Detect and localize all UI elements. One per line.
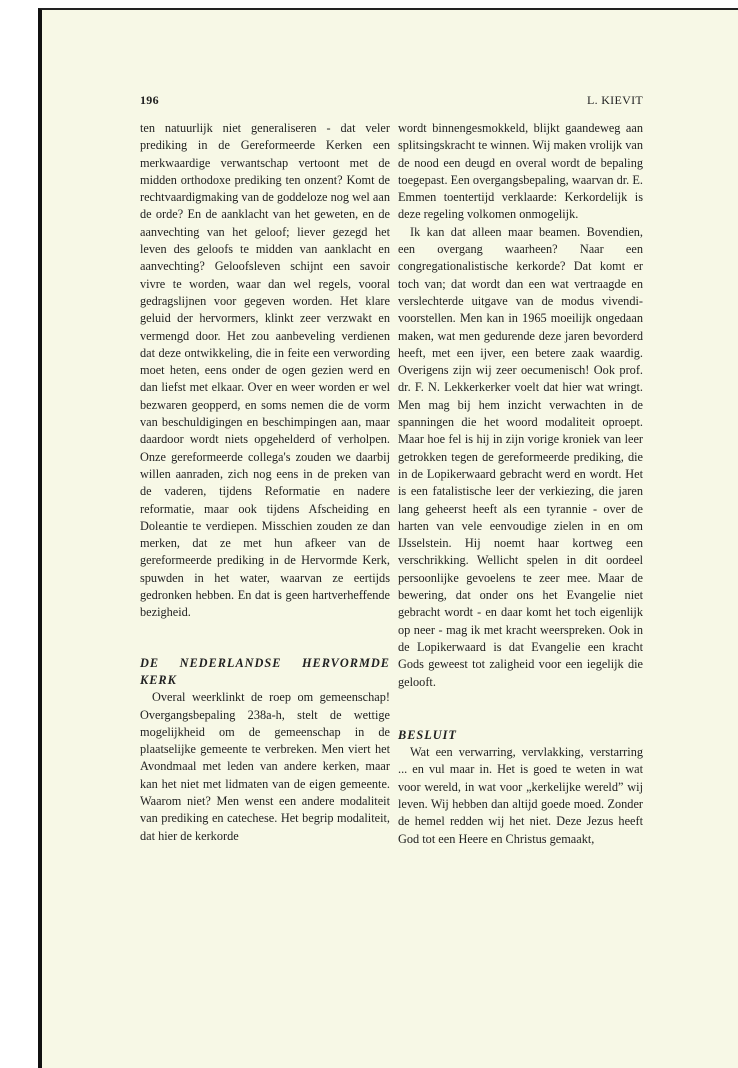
section-spacer [398, 691, 643, 727]
section-heading-besluit: BESLUIT [398, 727, 457, 742]
section-spacer [140, 622, 390, 655]
running-head: L. KIEVIT [586, 93, 643, 107]
page-header [140, 93, 643, 113]
page-number: 196 [140, 93, 159, 107]
left-column [140, 120, 390, 845]
left-paragraph-2: Overal weerklinkt de roep om gemeenschap! Overgangsbepaling 238a-h, stelt de wettige mogelijkheid om de gemeenschap in de plaatselijke gemeente te verbreken. Men viert het Avondmaal met leden van andere kerken, maar kan het niet met lidmaten van de eigen gemeente. Waarom niet? Men wenst een andere modaliteit van prediking en catechese. Het begrip modaliteit, dat hier de kerkorde [140, 690, 390, 843]
section-heading-hervormde-kerk: DE NEDERLANDSE HERVORMDE KERK [140, 655, 390, 687]
right-paragraph-3: Wat een verwarring, vervlakking, verstarring ... en vul maar in. Het is goed te weten in wat voor wereld, in wat voor „kerkelijke wereld” wij leven. Wij hebben dan altijd goede moed. Zonder de hemel redden wij het niet. Deze Jezus heeft God tot een Heere en Christus gemaakt, [398, 745, 643, 846]
left-paragraph-1: ten natuurlijk niet generaliseren - dat veler prediking in de Gereformeerde Kerken een merkwaardige verwantschap vertoont met de midden orthodoxe prediking ten onzent? Komt de rechtvaardigmaking van de goddeloze nog wel aan de orde? En de aanklacht van het geweten, en de aanvechting van het geloof; liever gezegd het leven des geloofs te midden van aanklacht en aanvechting? Geloofsleven schijnt een savoir vivre te worden, waar dan wel regels, vooral gedragslijnen voor gegeven worden. Het klare geluid der hervormers, klinkt zeer verzwakt en vermengd door. Het zou aanbeveling verdienen dat deze ontwikkeling, die in feite een verwording moet heten, eens onder de ogen gezien werd en dan liefst met elkaar. Over en weer worden er wel bezwaren geopperd, en soms nemen die de vorm van beschuldigingen en beschimpingen aan, maar daardoor wordt niets opgehelderd of verholpen. Onze gereformeerde collega's zouden we daarbij willen aanraden, zich nog eens in de preken van de vaderen, tijdens Reformatie en nadere reformatie, maar ook tijdens Afscheiding en Doleantie te verdiepen. Misschien zouden ze dan merken, dat ze met hun afkeer van de gereformeerde prediking in de Hervormde Kerk, spuwden in het water, waarvan ze eertijds gedronken hebben. En dat is geen hartverheffende bezigheid. [140, 121, 390, 620]
right-column [398, 120, 643, 848]
right-paragraph-2: Ik kan dat alleen maar beamen. Bovendien, een overgang waarheen? Naar een congregationalistische kerkorde? Dat komt er toch van; dat wordt dan een wat vertraagde en verslechterde uitgave van de modus vivendi-voorstellen. Men kan in 1965 moeilijk ongedaan maken, wat men gedurende deze jaren bevorderd heeft, met een ijver, een betere zaak waardig. Overigens zijn wij zeer oecumenisch! Ook prof. dr. F. N. Lekkerkerker voelt dat hier wat wringt. Men mag bij hem inzicht verwachten in de spanningen die het woord modaliteit oproept. Maar hoe fel is hij in zijn vorige kroniek van leer getrokken tegen de gereformeerde prediking, die in de Lopikerwaard gebracht werd en wordt. Het is een fatalistische leer der verkiezing, die jaren lang geheerst heeft als een tyrannie - over de harten van vele eenvoudige zielen in en om IJsselstein. Hij noemt haar kortweg een verschrikking. Wellicht spelen in dit oordeel persoonlijke gevoelens te zeer mee. Maar de bewering, dat onder ons het Evangelie niet gebracht wordt - en daar komt het toch eigenlijk op neer - mag ik met kracht weerspreken. Ook in de Lopikerwaard is dat Evangelie een kracht Gods geweest tot zaligheid voor een iegelijk die gelooft. [398, 224, 643, 689]
right-paragraph-1: wordt binnengesmokkeld, blijkt gaandeweg aan splitsingskracht te winnen. Wij maken vrolijk van de nood een deugd en overal wordt de bepaling toegepast. Een overgangsbepaling, waarvan dr. E. Emmen toentertijd verklaarde: Kerkordelijk is deze regeling volkomen onmogelijk. [398, 121, 643, 222]
